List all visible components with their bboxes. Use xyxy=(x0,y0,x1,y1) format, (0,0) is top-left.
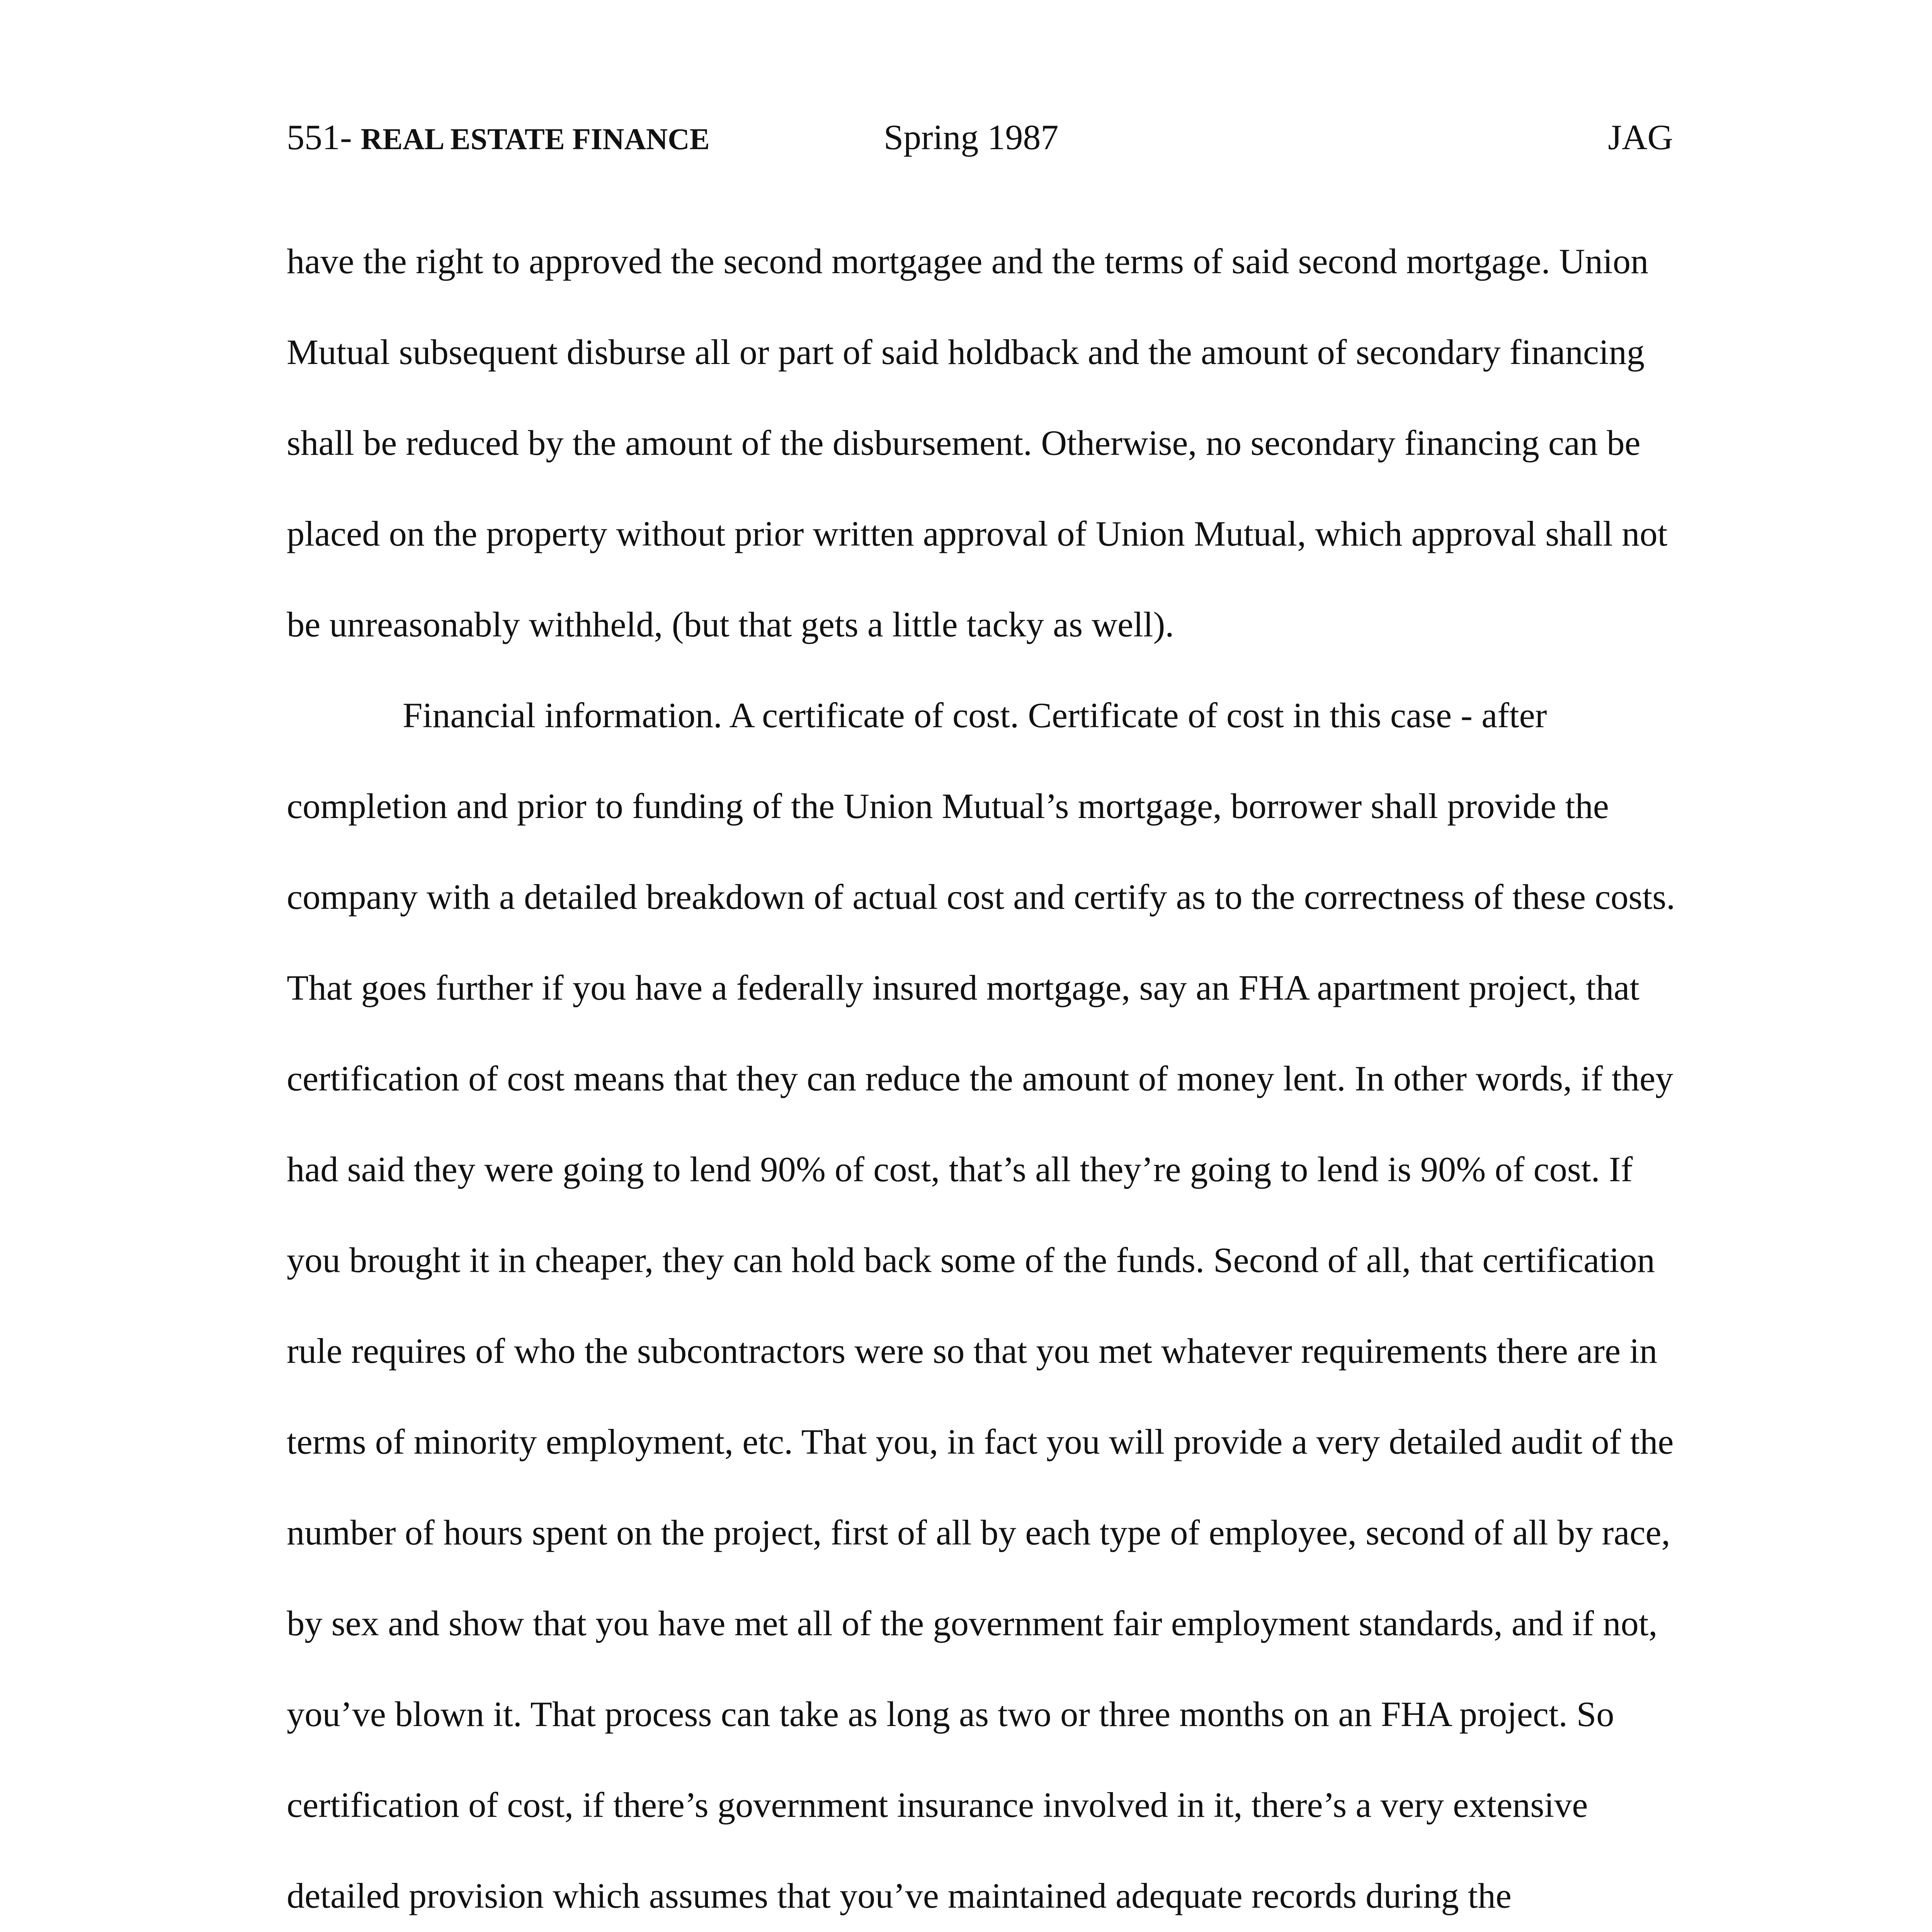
term-label: Spring 1987 xyxy=(884,117,1059,157)
paragraph-continuation: have the right to approved the second mortgagee and the terms of said second mortgage. Union Mutual subsequent disburse all or part of said holdback and the amount of secondary financing shall be reduced by the amount of the disbursement. Otherwise, no secondary financing can be placed on the property without prior written approval of Union Mutual, which approval shall not be unreasonably withheld, (but that gets a little tacky as well). xyxy=(287,242,1668,645)
author-initials: JAG xyxy=(1608,117,1673,157)
document-body xyxy=(287,216,1676,1932)
paragraph-financial-information: Financial information. A certificate of cost. Certificate of cost in this case - after completion and prior to funding of the Union Mutual’s mortgage, borrower shall provide the company with a detailed breakdown of actual cost and certify as to the correctness of these costs. That goes further if you have a federally insured mortgage, say an FHA apartment project, that certification of cost means that they can reduce the amount of money lent. In other words, if they had said they were going to lend 90% of cost, that’s all they’re going to lend is 90% of cost. If you brought it in cheaper, they can hold back some of the funds. Second of all, that certification rule requires of who the subcontractors were so that you met whatever requirements there are in terms of minority employment, etc. That you, in fact you will provide a very detailed audit of the number of hours spent on the project, first of all by each type of employee, second of all by race, by sex and show that you have met all of the government fair employment standards, and if not, you’ve blown it. That process can take as long as two or three months on an FHA project. So certification of cost, if there’s government insurance involved in it, there’s a very extensive detailed provision which assumes that you’ve maintained adequate records during the xyxy=(287,696,1675,1916)
course-title: REAL ESTATE FINANCE xyxy=(361,122,710,156)
course-code: 551- xyxy=(287,117,352,157)
page-header xyxy=(287,112,1673,162)
course-heading xyxy=(287,112,710,164)
